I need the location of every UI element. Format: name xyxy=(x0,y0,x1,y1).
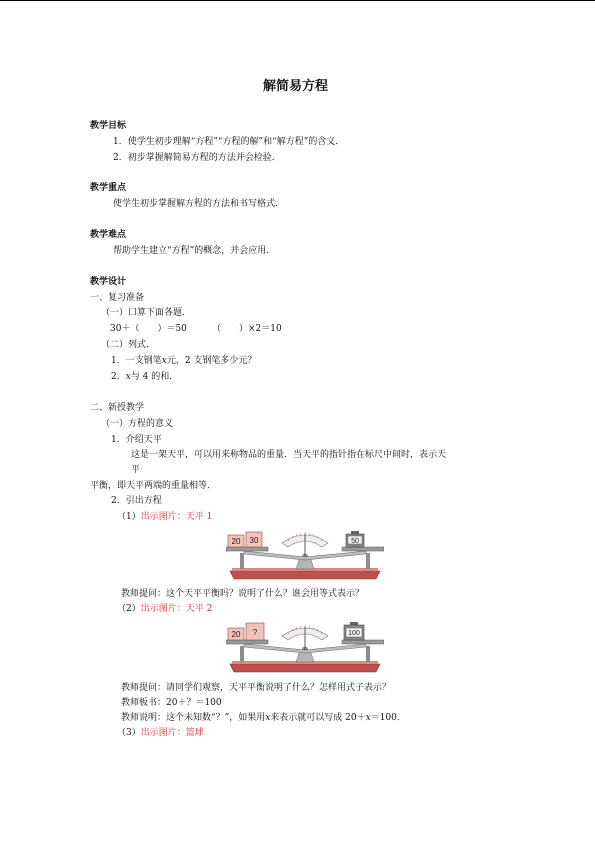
balance-scale-2-image xyxy=(226,620,384,674)
teacher-explanation: 教师说明：这个未知数“？”，如果用x来表示就可以写成 20＋x＝100． xyxy=(121,713,406,723)
list-item: 2．x与 4 的和． xyxy=(111,372,179,382)
difficulties-text: 帮助学生建立“方程”的概念，并会应用． xyxy=(113,246,276,256)
design-heading: 教学设计 xyxy=(90,277,127,287)
objective-item: 2．初步掌握解简易方程的方法并会检验． xyxy=(113,153,281,163)
equation-meaning-heading: （一）方程的意义 xyxy=(101,419,174,429)
scale-2-left-weight-2: ? xyxy=(252,628,258,637)
intro-scale-heading: 1．介绍天平 xyxy=(111,435,162,445)
show-picture-1: （1）出示图片：天平 1 xyxy=(117,512,213,522)
objectives-heading: 教学目标 xyxy=(90,121,127,131)
balance-scale-1-image xyxy=(226,527,384,581)
review-heading: 一、复习准备 xyxy=(90,293,145,303)
show-picture-3: （3）出示图片：篮球 xyxy=(117,728,204,738)
teacher-question-2: 教师提问：请同学们观察，天平平衡说明了什么？怎样用式子表示？ xyxy=(121,683,392,693)
scale-1-left-weight-1: 20 xyxy=(231,537,241,546)
derive-equation-heading: 2．引出方程 xyxy=(111,496,162,506)
oral-heading: （一）口算下面各题． xyxy=(101,308,192,318)
teacher-question-1: 教师提问：这个天平平衡吗？说明了什么？谁会用等式表示？ xyxy=(121,589,365,599)
teacher-board: 教师板书：20＋？＝100 xyxy=(121,698,222,708)
scale-2-right-weight: 100 xyxy=(348,630,360,637)
new-teaching-heading: 二、新授教学 xyxy=(90,403,145,413)
oral-item: 30＋（ ）＝50 xyxy=(110,324,187,334)
difficulties-heading: 教学难点 xyxy=(90,230,127,240)
show-picture-2: （2）出示图片：天平 2 xyxy=(117,604,213,614)
oral-item: （ ）×2＝10 xyxy=(212,324,282,334)
page-title: 解简易方程 xyxy=(263,79,329,94)
intro-text-line: 平 xyxy=(131,465,141,475)
list-heading: （二）列式． xyxy=(101,340,156,350)
page-top-rule xyxy=(0,0,595,1)
scale-1-left-weight-2: 30 xyxy=(249,536,259,545)
objective-item: 1．使学生初步理解“方程”“方程的解”和“解方程”的含义． xyxy=(113,137,345,147)
intro-text-line: 这是一架天平，可以用来称物品的重量．当天平的指针指在标尺中间时，表示天 xyxy=(131,450,447,460)
scale-2-left-weight-1: 20 xyxy=(231,630,241,639)
key-points-heading: 教学重点 xyxy=(90,183,127,193)
intro-text-line: 平衡，即天平两端的重量相等． xyxy=(90,481,217,491)
list-item: 1．一支钢笔x元，2 支钢笔多少元？ xyxy=(111,356,257,366)
key-points-text: 使学生初步掌握解方程的方法和书写格式． xyxy=(113,199,285,209)
scale-1-right-weight: 50 xyxy=(351,538,359,545)
